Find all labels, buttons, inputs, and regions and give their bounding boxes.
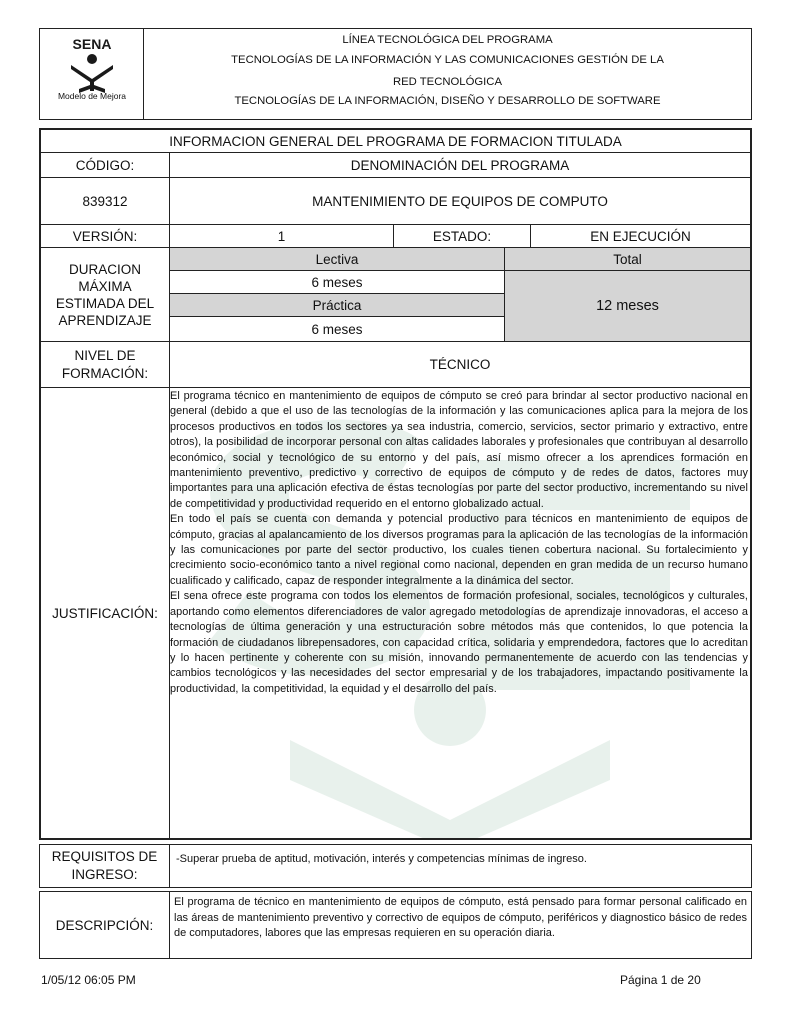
- duracion-label: DURACION MÁXIMA ESTIMADA DEL APRENDIZAJE: [40, 247, 170, 342]
- estado-value: EN EJECUCIÓN: [530, 224, 751, 248]
- estado-label: ESTADO:: [393, 224, 531, 248]
- practica-value: 6 meses: [169, 316, 505, 342]
- total-label: Total: [504, 247, 751, 271]
- requisitos-label: REQUISITOS DE INGRESO:: [40, 845, 170, 887]
- denominacion-value: MANTENIMIENTO DE EQUIPOS DE COMPUTO: [169, 177, 751, 225]
- justificacion-text: [170, 389, 748, 697]
- justificacion-label: JUSTIFICACIÓN:: [40, 387, 170, 839]
- header-line-1: LÍNEA TECNOLÓGICA DEL PROGRAMA: [342, 34, 553, 46]
- descripcion-label: DESCRIPCIÓN:: [40, 892, 170, 958]
- codigo-value: 839312: [40, 177, 170, 225]
- logo-wordmark: SENA: [72, 36, 112, 52]
- codigo-label: CÓDIGO:: [40, 152, 170, 178]
- justificacion-paragraph-3: El sena ofrece este programa con todos los elementos de formación profesional, sociales, tecnológicos y culturales, aportando como elementos diferenciadores de valor agregado metodologías de aprendizaje innovadoras, el acceso a tecnologías de última generación y una estructuración sobre métodos más que contenidos, lo que potencia la formación de ciudadanos librepensadores, con capacidad crítica, solidaria y emprendedora, factores que lo acreditan y lo hacen pertinente y coherente con su misión, innovando permanentemente de acuerdo con las tendencias y cambios tecnológicos y las necesidades del sector empresarial y de los trabajadores, impactando positivamente la productividad, la competitividad, la equidad y el desarrollo del país.: [170, 590, 748, 695]
- requisitos-value: -Superar prueba de aptitud, motivación, interés y competencias mínimas de ingreso.: [176, 853, 587, 865]
- program-info-table: [39, 128, 752, 840]
- lectiva-label: Lectiva: [169, 247, 505, 271]
- footer-timestamp: 1/05/12 06:05 PM: [41, 973, 136, 987]
- header-line-3: RED TECNOLÓGICA: [392, 76, 502, 88]
- lectiva-value: 6 meses: [169, 270, 505, 294]
- document-header: [39, 28, 752, 120]
- version-value: 1: [169, 224, 394, 248]
- descripcion-value: El programa de técnico en mantenimiento de equipos de cómputo, está pensado para formar personal calificado en las áreas de mantenimiento preventivo y correctivo de equipos de cómputo, periféricos y diagnostico básico de redes de computadores, labores que las empresas requieren en su operación diaria.: [174, 896, 747, 939]
- logo-cell: [40, 29, 144, 119]
- header-line-2: TECNOLOGÍAS DE LA INFORMACIÓN Y LAS COMUNICACIONES GESTIÓN DE LA: [231, 54, 664, 66]
- descripcion-row: [39, 891, 752, 959]
- header-line-4: TECNOLOGÍAS DE LA INFORMACIÓN, DISEÑO Y DESARROLLO DE SOFTWARE: [234, 95, 661, 107]
- total-value: 12 meses: [504, 270, 751, 342]
- nivel-label: NIVEL DE FORMACIÓN:: [40, 341, 170, 388]
- justificacion-paragraph-2: En todo el país se cuenta con demanda y potencial productivo para técnicos en mantenimiento de equipos de cómputo, gracias al apalancamiento de los diversos programas para la aplicación de las tecnologías de la información y las comunicaciones por parte del sector productivo, los cuales tienen cobertura nacional. Su fortalecimiento y crecimiento socio-económico tanto a nivel regional como nacional, dependen en gran medida de un recurso humano cualificado y calificado, capaz de responder integralmente a la dinámica del sector.: [170, 513, 748, 587]
- justificacion-paragraph-1: El programa técnico en mantenimiento de equipos de cómputo se creó para brindar al sector productivo nacional en general (debido a que el uso de las tecnologías de la información y las comunicaciones aplica para la mejora de los procesos productivos en todos los sectores ya sea industria, comercio, servicios, sector primario y extractivo, entre otros), la posibilidad de incorporar personal con altas calidades laborales y profesionales que contribuyan al desarrollo económico, social y tecnológico de su entorno y del país, así mismo ofrecer a los aprendices formación en mantenimiento preventivo, predictivo y correctivo de equipos de cómputo y de redes de datos, factores muy importantes para una aplicación efectiva de éstas tecnologías por parte del sector productivo, incrementando su nivel de competitividad y productividad requerido en el entorno globalizado actual.: [170, 390, 748, 510]
- denominacion-label: DENOMINACIÓN DEL PROGRAMA: [169, 152, 751, 178]
- logo-caption: Modelo de Mejora: [57, 91, 127, 101]
- practica-label: Práctica: [169, 293, 505, 317]
- footer-page-number: Página 1 de 20: [620, 973, 701, 987]
- version-label: VERSIÓN:: [40, 224, 170, 248]
- section-title: INFORMACION GENERAL DEL PROGRAMA DE FORMACION TITULADA: [40, 129, 751, 153]
- nivel-value: TÉCNICO: [169, 341, 751, 388]
- requisitos-row: [39, 844, 752, 888]
